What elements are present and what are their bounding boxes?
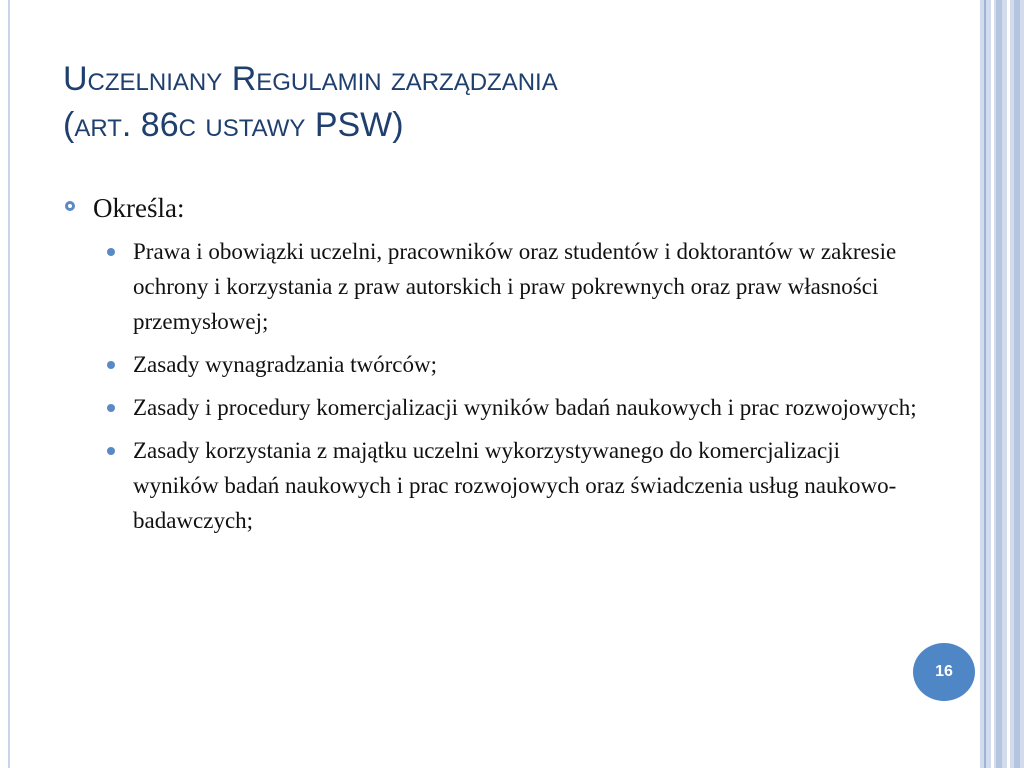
dot-bullet-icon — [107, 404, 115, 412]
page-number-badge: 16 — [913, 643, 975, 701]
sub-bullet-text: Zasady i procedury komercjalizacji wyników badań naukowych i prac rozwojowych; — [133, 395, 917, 420]
sub-bullet-item — [63, 234, 923, 339]
dot-bullet-icon — [107, 248, 115, 256]
decorative-stripe — [996, 0, 1002, 768]
sub-bullet-item — [63, 433, 923, 538]
title-line-2: (art. 86c ustawy PSW) — [63, 106, 404, 144]
slide-content — [63, 190, 923, 546]
sub-bullet-text: Prawa i obowiązki uczelni, pracowników oraz studentów i doktorantów w zakresie ochrony i korzystania z praw autorskich i praw pokrewnych oraz praw własności przemysłowej; — [133, 239, 897, 334]
sub-bullet-list — [63, 234, 923, 538]
sub-bullet-item — [63, 390, 923, 425]
dot-bullet-icon — [107, 447, 115, 455]
title-line-1: Uczelniany Regulamin zarządzania — [63, 60, 558, 98]
left-border-line — [8, 0, 10, 768]
sub-bullet-text: Zasady wynagradzania twórców; — [133, 352, 437, 377]
decorative-stripe — [1014, 0, 1020, 768]
sub-bullet-item — [63, 347, 923, 382]
main-bullet-item — [63, 190, 923, 226]
main-bullet-text: Określa: — [93, 193, 185, 223]
dot-bullet-icon — [107, 361, 115, 369]
decorative-stripe — [984, 0, 986, 768]
slide-title — [63, 56, 943, 148]
ring-bullet-icon — [65, 201, 75, 211]
decorative-stripe — [991, 0, 994, 768]
decorative-stripe — [1007, 0, 1010, 768]
sub-bullet-text: Zasady korzystania z majątku uczelni wykorzystywanego do komercjalizacji wyników badań naukowych i prac rozwojowych oraz świadczenia usług naukowo-badawczych; — [133, 438, 897, 533]
